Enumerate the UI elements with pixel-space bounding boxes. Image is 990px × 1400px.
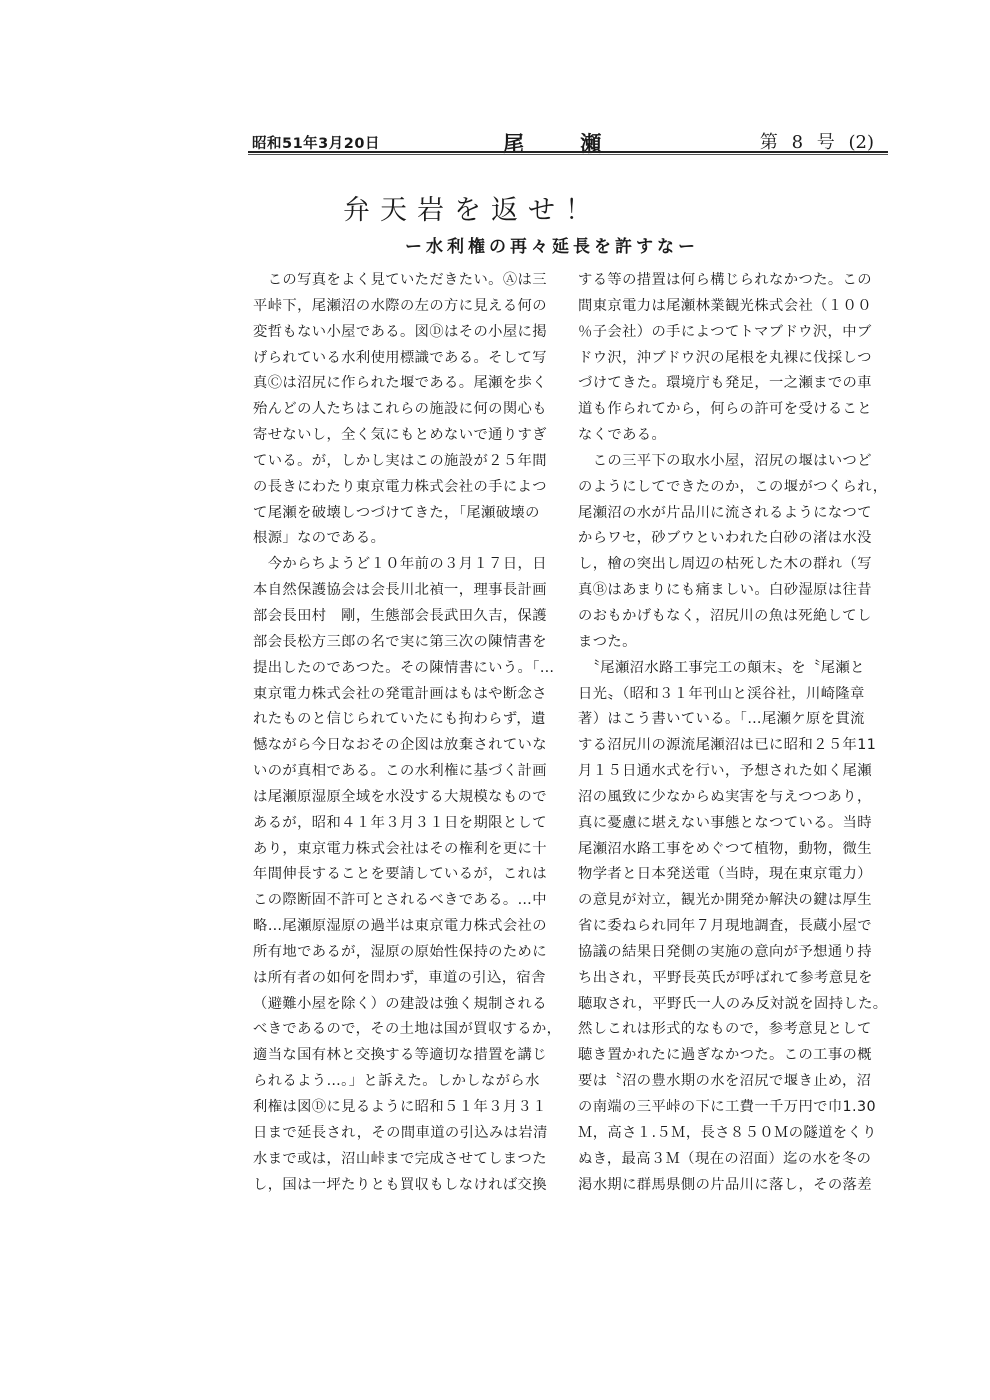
text-line: 略…尾瀬原湿原の過半は東京電力株式会社の: [253, 918, 547, 935]
text-line: ドウ沢，沖ブドウ沢の尾根を丸裸に伐採しつ: [578, 349, 872, 366]
text-line: Ｍ，高さ１.５Ｍ，長さ８５０Ｍの隧道をくり: [578, 1124, 877, 1141]
text-line: この三平下の取水小屋，沼尻の堰はいつど: [578, 452, 872, 469]
text-line: 尾瀬沼水路工事をめぐつて植物，動物，微生: [578, 840, 872, 857]
text-line: 物学者と日本発送電（当時，現在東京電力）: [578, 866, 872, 883]
text-line: 間東京電力は尾瀬林業観光株式会社（１００: [578, 297, 872, 314]
text-line: 沼の風致に少なからぬ実害を与えつつあり，: [578, 788, 872, 805]
text-line: の意見が対立，観光か開発か解決の鍵は厚生: [578, 892, 872, 909]
text-line: ている。が，しかし実はこの施設が２５年間: [253, 452, 547, 469]
text-line: づけてきた。環境庁も発足，一之瀬までの車: [578, 375, 872, 392]
text-line: 変哲もない小屋である。図Ⓓはその小屋に掲: [253, 323, 547, 340]
text-line: 省に委ねられ同年７月現地調査，長蔵小屋で: [578, 918, 872, 935]
header-rule: [248, 151, 888, 153]
text-line: 真Ⓑはあまりにも痛ましい。白砂湿原は往昔: [578, 582, 872, 599]
text-line: この際断固不許可とされるべきである。…中: [253, 892, 547, 909]
text-line: 適当な国有林と交換する等適切な措置を講じ: [253, 1047, 547, 1064]
text-line: からワセ，砂ブウといわれた白砂の渚は水没: [578, 530, 872, 547]
text-line: られるよう…。」と訴えた。しかしながら水: [253, 1073, 540, 1090]
text-line: 今からちようど１０年前の３月１７日，日: [253, 556, 547, 573]
text-line: 日まで延長され，その間車道の引込みは岩清: [253, 1124, 548, 1141]
text-line: 著）はこう書いている。「…尾瀬ケ原を貫流: [578, 711, 865, 728]
text-line: の南端の三平峠の下に工費一千万円で巾1.30: [578, 1099, 876, 1115]
issue-number: 第 8 号 (2): [759, 132, 874, 153]
text-line: 殆んどの人たちはこれらの施設に何の関心も: [253, 401, 547, 418]
text-line: 利権は図Ⓓに見るように昭和５１年３月３１: [253, 1099, 547, 1115]
text-line: あるが，昭和４１年３月３１日を期限として: [253, 814, 547, 831]
text-line: 渇水期に群馬県側の片品川に落し，その落差: [578, 1176, 872, 1193]
text-line: 東京電力株式会社の発電計画はもはや断念さ: [253, 685, 547, 702]
text-line: て尾瀬を破壊しつづけてきた，「尾瀬破壊の: [253, 504, 540, 521]
text-line: 真に憂慮に堪えない事態となつている。当時: [578, 814, 872, 831]
text-line: れたものと信じられていたにも拘わらず，遺: [253, 711, 546, 728]
text-line: なくである。: [578, 427, 667, 444]
text-line: 憾ながら今日なおその企図は放棄されていな: [253, 737, 547, 754]
text-line: の長きにわたり東京電力株式会社の手によつ: [253, 478, 547, 495]
text-line: し，国は一坪たりとも買収もしなければ交換: [253, 1176, 547, 1193]
text-line: 平峠下，尾瀬沼の水際の左の方に見える何の: [253, 297, 547, 314]
text-line: 提出したのであつた。その陳情書にいう。「…: [253, 659, 555, 676]
text-line: 聴取され，平野氏一人のみ反対説を固持した。: [578, 995, 888, 1012]
text-line: 要は〝沼の豊水期の水を沼尻で堰き止め，沼: [578, 1073, 872, 1090]
newsletter-title: 尾 瀬: [503, 131, 604, 156]
text-line: 月１５日通水式を行い，予想された如く尾瀬: [578, 763, 872, 780]
text-line: 道も作られてから，何らの許可を受けること: [578, 401, 872, 418]
text-line: 部会長松方三郎の名で実に第三次の陳情書を: [253, 633, 547, 650]
header-rule-thin: [248, 154, 888, 155]
text-line: いのが真相である。この水利権に基づく計画: [253, 763, 547, 780]
text-line: し，檜の突出し周辺の枯死した木の群れ（写: [578, 556, 872, 573]
text-line: 聴き置かれたに過ぎなかつた。この工事の概: [578, 1047, 872, 1064]
text-line: 然しこれは形式的なもので，参考意見として: [578, 1021, 872, 1038]
text-line: 協議の結果日発側の実施の意向が予想通り持: [578, 943, 872, 960]
text-line: ％子会社）の手によつてトマブドウ沢，中ブ: [578, 323, 872, 340]
article-column-right: [578, 268, 888, 1198]
text-line: 根源」なのである。: [253, 530, 386, 547]
text-line: は尾瀬原湿原全域を水没する大規模なもので: [253, 788, 547, 805]
text-line: あり，東京電力株式会社はその権利を更に十: [253, 840, 547, 857]
text-line: 所有地であるが，湿原の原始性保持のために: [253, 943, 547, 960]
article-column-left: [253, 268, 562, 1198]
text-line: げられている水利使用標識である。そして写: [253, 349, 547, 366]
text-line: この写真をよく見ていただきたい。Ⓐは三: [253, 272, 547, 288]
text-line: する等の措置は何ら構じられなかつた。この: [578, 272, 872, 288]
article-title: 弁天岩を返せ！: [343, 195, 602, 226]
text-line: する沼尻川の源流尾瀬沼は已に昭和２５年11: [578, 737, 877, 754]
text-line: のようにしてできたのか，この堰がつくられ，: [578, 478, 888, 495]
text-line: （避難小屋を除く）の建設は強く規制される: [253, 995, 547, 1012]
text-line: 部会長田村 剛，生態部会長武田久吉，保護: [253, 607, 547, 624]
text-line: 尾瀬沼の水が片品川に流されるようになつて: [578, 504, 872, 521]
text-line: 本自然保護協会は会長川北禎一，理事長計画: [253, 582, 547, 599]
text-line: 水まで或は，沼山峠まで完成させてしまつた: [253, 1150, 547, 1167]
article-subtitle: ー水利権の再々延長を許すなー: [405, 237, 699, 257]
text-line: べきであるので，その土地は国が買収するか，: [253, 1021, 562, 1038]
text-line: 真Ⓒは沼尻に作られた堰である。尾瀬を歩く: [253, 375, 547, 392]
text-line: のおもかげもなく，沼尻川の魚は死絶してし: [578, 607, 872, 624]
issue-date: 昭和51年3月20日: [252, 136, 380, 152]
text-line: まつた。: [578, 633, 637, 650]
text-line: ち出され，平野長英氏が呼ばれて参考意見を: [578, 969, 873, 986]
text-line: は所有者の如何を問わず，車道の引込，宿舎: [253, 969, 546, 986]
text-line: 年間伸長することを要請しているが，これは: [253, 866, 547, 883]
text-line: 日光〟（昭和３１年刊山と渓谷社，川崎隆章: [578, 685, 865, 702]
text-line: 寄せないし，全く気にもとめないで通りすぎ: [253, 427, 547, 444]
text-line: 〝尾瀬沼水路工事完工の顛末〟を〝尾瀬と: [578, 659, 865, 676]
text-line: ぬき，最高３Ｍ（現在の沼面）迄の水を冬の: [578, 1150, 872, 1167]
